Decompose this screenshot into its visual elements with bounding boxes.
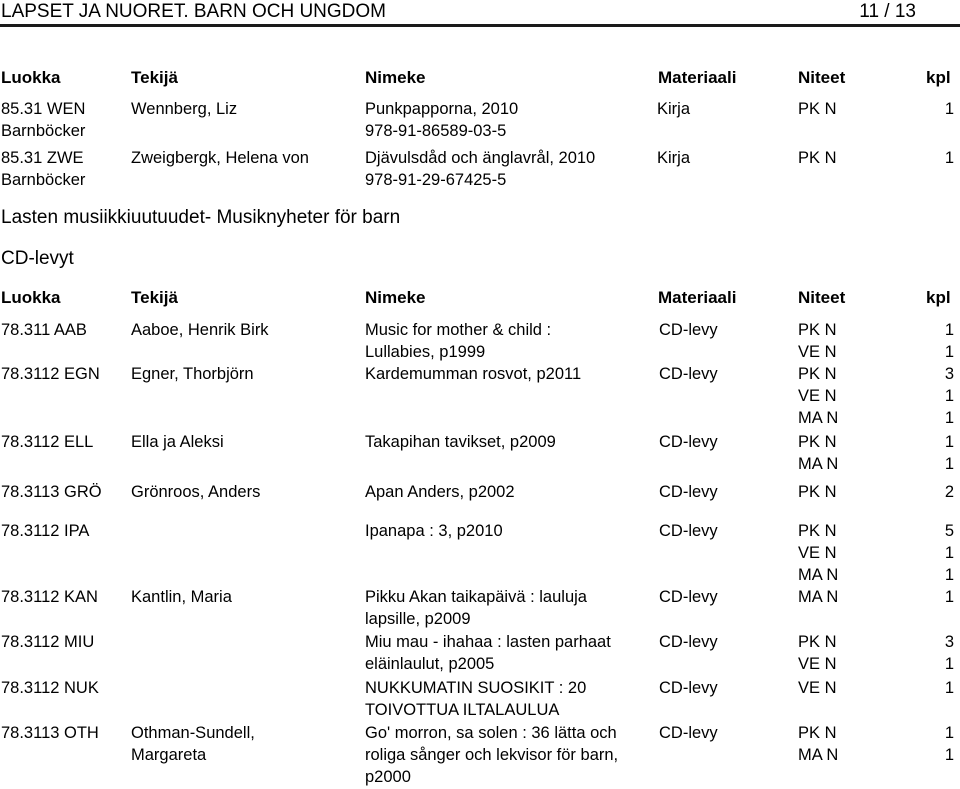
holding-line — [798, 407, 960, 429]
holding-line — [798, 98, 960, 120]
title-cell — [365, 481, 515, 503]
title-cell — [365, 319, 551, 363]
page-header-bar — [0, 0, 960, 27]
copy-count: 1 — [944, 455, 954, 473]
material-cell: Kirja — [657, 149, 691, 167]
col-header-tekija: Tekijä — [131, 68, 178, 87]
branch-code: MA N — [798, 746, 839, 764]
holding-line — [798, 363, 960, 385]
holding-line — [798, 744, 960, 766]
title-line: lapsille, p2009 — [365, 610, 471, 628]
title-line: Go' morron, sa solen : 36 lätta och — [365, 724, 617, 742]
author-cell — [131, 722, 255, 766]
branch-code: PK N — [798, 483, 837, 501]
holding-line — [798, 564, 960, 586]
title-line: Kardemumman rosvot, p2011 — [365, 365, 582, 383]
call-number-line: 85.31 WEN — [1, 100, 86, 118]
title-cell — [365, 677, 586, 721]
branch-code: MA N — [798, 588, 839, 606]
call-number-line: 78.3112 MIU — [1, 633, 95, 651]
call-number-cell — [1, 98, 85, 142]
author-line: Othman-Sundell, — [131, 724, 255, 742]
author-cell — [131, 481, 260, 503]
title-line: 978-91-29-67425-5 — [365, 171, 507, 189]
holding-line — [798, 431, 960, 453]
title-line: eläinlaulut, p2005 — [365, 655, 495, 673]
call-number-cell — [1, 319, 87, 341]
call-number-line: 85.31 ZWE — [1, 149, 84, 167]
copy-count: 1 — [944, 746, 954, 764]
col-header-niteet: Niteet — [798, 288, 846, 307]
title-line: Punkpapporna, 2010 — [365, 100, 519, 118]
holdings-cell — [798, 677, 960, 699]
call-number-line: 78.3113 OTH — [1, 724, 99, 742]
copy-count: 1 — [944, 100, 954, 118]
section-title: Lasten musiikkiuutuudet- Musiknyheter för barn — [1, 207, 401, 228]
author-line: Ella ja Aleksi — [131, 433, 224, 451]
branch-code: MA N — [798, 566, 839, 584]
call-number-line: 78.3112 NUK — [1, 679, 99, 697]
material-cell: CD-levy — [659, 483, 718, 501]
branch-code: PK N — [798, 321, 837, 339]
holdings-cell — [798, 631, 960, 675]
branch-code: PK N — [798, 724, 837, 742]
call-number-line: 78.3112 ELL — [1, 433, 94, 451]
title-line: Music for mother & child : — [365, 321, 552, 339]
author-cell — [131, 147, 309, 169]
title-cell — [365, 586, 587, 630]
title-line: TOIVOTTUA ILTALAULUA — [365, 701, 560, 719]
material-cell: CD-levy — [659, 365, 718, 383]
copy-count: 3 — [944, 633, 954, 651]
author-line: Margareta — [131, 746, 207, 764]
column-header-row — [0, 67, 960, 89]
author-cell — [131, 319, 269, 341]
holdings-cell — [798, 147, 960, 169]
branch-code: VE N — [798, 655, 837, 673]
call-number-cell — [1, 363, 100, 385]
col-header-luokka: Luokka — [1, 288, 61, 307]
holdings-cell — [798, 363, 960, 429]
call-number-line: Barnböcker — [1, 122, 86, 140]
title-cell — [365, 363, 581, 385]
holding-line — [798, 341, 960, 363]
author-line: Grönroos, Anders — [131, 483, 261, 501]
title-line: 978-91-86589-03-5 — [365, 122, 507, 140]
branch-code: VE N — [798, 343, 837, 361]
call-number-cell — [1, 481, 102, 503]
holding-line — [798, 653, 960, 675]
holding-line — [798, 677, 960, 699]
call-number-cell — [1, 586, 98, 608]
holding-line — [798, 586, 960, 608]
copy-count: 1 — [944, 679, 954, 697]
call-number-line: 78.3112 IPA — [1, 522, 90, 540]
call-number-line: 78.3113 GRÖ — [1, 483, 102, 501]
title-cell — [365, 631, 611, 675]
call-number-cell — [1, 431, 93, 453]
author-cell — [131, 586, 232, 608]
title-cell — [365, 431, 556, 453]
copy-count: 1 — [944, 433, 954, 451]
branch-code: PK N — [798, 433, 837, 451]
holdings-cell — [798, 586, 960, 608]
author-cell — [131, 363, 254, 385]
col-header-kpl: kpl — [926, 68, 951, 87]
holdings-cell — [798, 481, 960, 503]
holdings-cell — [798, 520, 960, 586]
title-line: NUKKUMATIN SUOSIKIT : 20 — [365, 679, 587, 697]
material-cell: CD-levy — [659, 724, 718, 742]
call-number-line: 78.311 AAB — [1, 321, 87, 339]
branch-code: PK N — [798, 633, 837, 651]
holding-line — [798, 631, 960, 653]
material-cell: CD-levy — [659, 588, 718, 606]
material-cell: CD-levy — [659, 321, 718, 339]
branch-code: VE N — [798, 387, 837, 405]
holding-line — [798, 542, 960, 564]
author-line: Aaboe, Henrik Birk — [131, 321, 269, 339]
call-number-cell — [1, 677, 99, 699]
branch-code: MA N — [798, 455, 839, 473]
author-line: Zweigbergk, Helena von — [131, 149, 309, 167]
branch-code: PK N — [798, 522, 837, 540]
holding-line — [798, 385, 960, 407]
page-title: LAPSET JA NUORET. BARN OCH UNGDOM — [1, 1, 386, 22]
title-cell — [365, 520, 503, 542]
title-line: Ipanapa : 3, p2010 — [365, 522, 503, 540]
material-cell: CD-levy — [659, 433, 718, 451]
author-line: Egner, Thorbjörn — [131, 365, 254, 383]
copy-count: 5 — [944, 522, 954, 540]
copy-count: 3 — [944, 365, 954, 383]
branch-code: PK N — [798, 365, 837, 383]
title-line: Takapihan tavikset, p2009 — [365, 433, 556, 451]
col-header-nimeke: Nimeke — [365, 288, 426, 307]
holdings-cell — [798, 431, 960, 475]
call-number-line: 78.3112 EGN — [1, 365, 100, 383]
branch-code: PK N — [798, 149, 837, 167]
author-cell — [131, 98, 237, 120]
material-cell: Kirja — [657, 100, 691, 118]
branch-code: PK N — [798, 100, 837, 118]
holdings-cell — [798, 98, 960, 120]
copy-count: 1 — [944, 149, 954, 167]
author-line: Kantlin, Maria — [131, 588, 232, 606]
copy-count: 1 — [944, 343, 954, 361]
col-header-niteet: Niteet — [798, 68, 846, 87]
title-cell — [365, 147, 595, 191]
copy-count: 1 — [944, 724, 954, 742]
call-number-line: Barnböcker — [1, 171, 86, 189]
section-subtitle: CD-levyt — [1, 248, 74, 269]
page-number: 11 / 13 — [859, 1, 916, 22]
title-line: roliga sånger och lekvisor för barn, — [365, 746, 619, 764]
copy-count: 1 — [944, 655, 954, 673]
material-cell: CD-levy — [659, 633, 718, 651]
branch-code: MA N — [798, 409, 839, 427]
branch-code: VE N — [798, 544, 837, 562]
col-header-materiaali: Materiaali — [658, 68, 737, 87]
call-number-cell — [1, 722, 99, 744]
material-cell: CD-levy — [659, 679, 718, 697]
copy-count: 1 — [944, 544, 954, 562]
copy-count: 1 — [944, 588, 954, 606]
copy-count: 1 — [944, 321, 954, 339]
col-header-luokka: Luokka — [1, 68, 61, 87]
holding-line — [798, 520, 960, 542]
col-header-kpl: kpl — [926, 288, 951, 307]
branch-code: VE N — [798, 679, 837, 697]
title-line: Lullabies, p1999 — [365, 343, 486, 361]
title-cell — [365, 722, 618, 788]
title-line: p2000 — [365, 768, 411, 786]
copy-count: 1 — [944, 387, 954, 405]
copy-count: 1 — [944, 566, 954, 584]
holdings-cell — [798, 722, 960, 766]
title-line: Djävulsdåd och änglavrål, 2010 — [365, 149, 596, 167]
column-header-row — [0, 287, 960, 309]
call-number-cell — [1, 147, 85, 191]
call-number-line: 78.3112 KAN — [1, 588, 98, 606]
copy-count: 1 — [944, 409, 954, 427]
author-cell — [131, 431, 224, 453]
holding-line — [798, 481, 960, 503]
title-cell — [365, 98, 518, 142]
call-number-cell — [1, 631, 94, 653]
col-header-tekija: Tekijä — [131, 288, 178, 307]
title-line: Pikku Akan taikapäivä : lauluja — [365, 588, 587, 606]
holding-line — [798, 722, 960, 744]
col-header-materiaali: Materiaali — [658, 288, 737, 307]
call-number-cell — [1, 520, 89, 542]
copy-count: 2 — [944, 483, 954, 501]
author-line: Wennberg, Liz — [131, 100, 238, 118]
holdings-cell — [798, 319, 960, 363]
col-header-nimeke: Nimeke — [365, 68, 426, 87]
title-line: Apan Anders, p2002 — [365, 483, 515, 501]
holding-line — [798, 147, 960, 169]
material-cell: CD-levy — [659, 522, 718, 540]
holding-line — [798, 319, 960, 341]
title-line: Miu mau - ihahaa : lasten parhaat — [365, 633, 611, 651]
holding-line — [798, 453, 960, 475]
